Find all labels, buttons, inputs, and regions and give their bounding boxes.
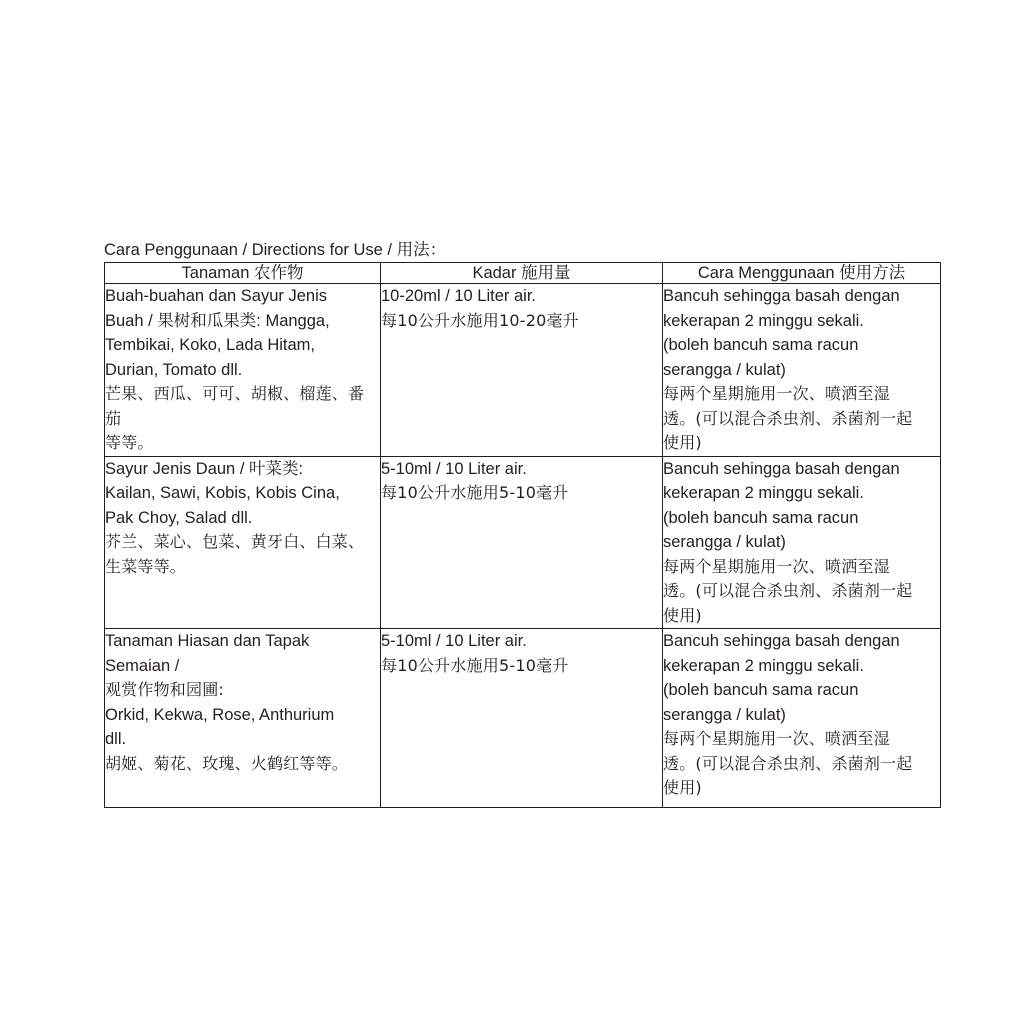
table-row <box>105 629 941 808</box>
table-header-row <box>105 263 941 284</box>
cell-method: Bancuh sehingga basah dengan kekerapan 2 minggu sekali. (boleh bancuh sama racun serangga / kulat) 每两个星期施用一次、喷洒至湿 透。(可以混合杀虫剂、杀菌剂一起 使用) <box>663 456 941 629</box>
cell-crop: Tanaman Hiasan dan Tapak Semaian / 观赏作物和园圃: Orkid, Kekwa, Rose, Anthurium dll. 胡姬、菊花、玫瑰、火鹤红等等。 <box>105 629 381 808</box>
cell-rate: 5-10ml / 10 Liter air. 每10公升水施用5-10毫升 <box>381 629 663 808</box>
cell-method: Bancuh sehingga basah dengan kekerapan 2 minggu sekali. (boleh bancuh sama racun serangga / kulat) 每两个星期施用一次、喷洒至湿 透。(可以混合杀虫剂、杀菌剂一起 使用) <box>663 284 941 457</box>
table-row <box>105 284 941 457</box>
cell-crop: Sayur Jenis Daun / 叶菜类: Kailan, Sawi, Kobis, Kobis Cina, Pak Choy, Salad dll. 芥兰、菜心、包菜、黄牙白、白菜、 生菜等等。 <box>105 456 381 629</box>
cell-rate: 10-20ml / 10 Liter air. 每10公升水施用10-20毫升 <box>381 284 663 457</box>
column-header-method: Cara Menggunaan 使用方法 <box>663 263 941 284</box>
column-header-rate: Kadar 施用量 <box>381 263 663 284</box>
column-header-crop: Tanaman 农作物 <box>105 263 381 284</box>
directions-for-use-table <box>104 262 941 808</box>
cell-method: Bancuh sehingga basah dengan kekerapan 2 minggu sekali. (boleh bancuh sama racun serangga / kulat) 每两个星期施用一次、喷洒至湿 透。(可以混合杀虫剂、杀菌剂一起 使用) <box>663 629 941 808</box>
cell-crop: Buah-buahan dan Sayur Jenis Buah / 果树和瓜果类: Mangga, Tembikai, Koko, Lada Hitam, Durian, Tomato dll. 芒果、西瓜、可可、胡椒、榴莲、番茄 等等。 <box>105 284 381 457</box>
cell-rate: 5-10ml / 10 Liter air. 每10公升水施用5-10毫升 <box>381 456 663 629</box>
table-row <box>105 456 941 629</box>
page-title: Cara Penggunaan / Directions for Use / 用法： <box>104 241 447 259</box>
